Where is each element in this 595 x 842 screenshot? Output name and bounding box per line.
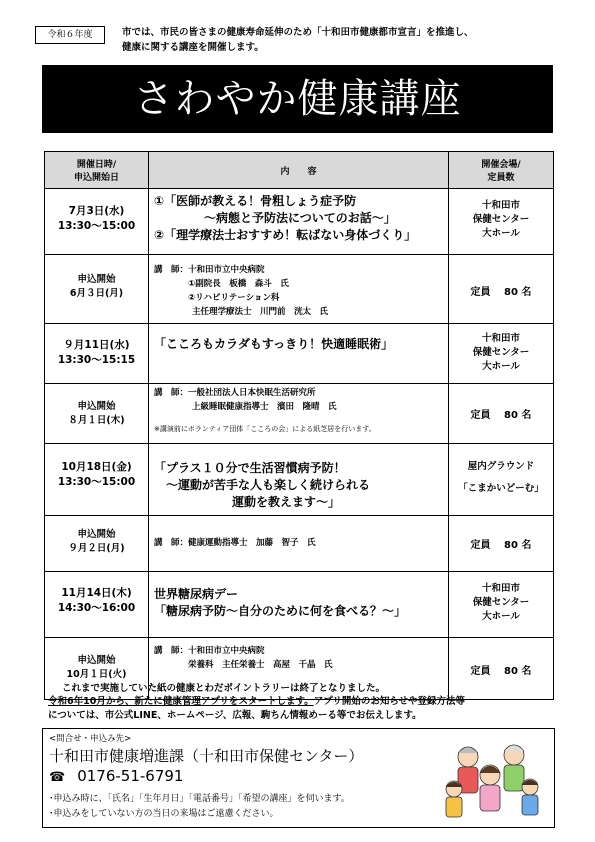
session-date: 7月3日(水) <box>68 205 125 217</box>
apply-date: 6月３日(月) <box>69 288 124 299</box>
capacity: 定員 80 名 <box>470 287 532 298</box>
session-note: ※講演前にボランティア団体「こころの会」による紙芝居を行います。 <box>154 425 376 433</box>
capacity: 定員 80 名 <box>470 410 532 421</box>
session-title-cell: 世界糖尿病デー 「糖尿病予防～自分のために何を食べる？～」 <box>149 572 449 638</box>
session-time: 14:30～16:00 <box>57 602 136 614</box>
session-venue-cell: 屋内グラウンド 「こまかいどーむ」 <box>449 444 554 516</box>
page-title-banner: さわやか健康講座 <box>42 65 553 133</box>
apply-date: ９月２日(月) <box>68 543 125 554</box>
apply-cell: 申込開始 10月１日(火) <box>45 638 149 700</box>
table-row <box>45 189 554 255</box>
phone-number: 0176-51-6791 <box>77 767 184 785</box>
capacity: 定員 80 名 <box>470 666 532 677</box>
apply-cell: 申込開始 6月３日(月) <box>45 255 149 324</box>
capacity-cell <box>449 384 554 444</box>
footer-paragraph: 令和6年10月から、新たに健康管理アプリをスタートします。アプリ開始のお知らせや登録方法等 については、市公式LINE、ホームページ、広報、駒ちん情報めーる等でお伝えします。 <box>48 696 466 721</box>
lecturer-cell: 講 師：一般社団法人日本快眠生活研究所 上級睡眠健康指導士 濱田 隆晴 氏 ※講演前にボランティア団体「こころの会」による紙芝居を行います。 <box>149 384 449 444</box>
table-header-row <box>45 152 554 189</box>
intro-line: 健康に関する講座を開催します。 <box>122 42 264 53</box>
app-announcement: 令和6年10月から、新たに健康管理アプリをスタートします。 <box>48 696 314 707</box>
session-date: ９月11日(水) <box>63 339 130 351</box>
schedule-table <box>44 151 554 700</box>
session-time: 13:30～15:00 <box>57 220 136 232</box>
session-venue-cell: 十和田市 保健センター 大ホール <box>449 324 554 384</box>
contact-label: <問合せ・申込み先> <box>49 734 132 744</box>
organization-name: 十和田市健康増進課（十和田市保健センター） <box>49 747 364 765</box>
contact-note: ･申込み時に、「氏名」「生年月日」「電話番号」「希望の講座」を伺います。 <box>49 794 350 804</box>
apply-date: 10月１日(火) <box>66 669 127 680</box>
capacity: 定員 80 名 <box>470 540 532 551</box>
session-date-cell <box>45 189 149 255</box>
session-title-cell: 「こころもカラダもすっきり！快適睡眠術」 <box>149 324 449 384</box>
session-date-cell <box>45 572 149 638</box>
year-badge: 令和６年度 <box>35 26 105 44</box>
footer-note: これまで実施していた紙の健康とわだポイントラリーは終了となりました。 <box>62 683 386 694</box>
table-row <box>45 324 554 384</box>
contact-note: ･申込みをしていない方の当日の来場はご遠慮ください。 <box>49 809 279 819</box>
table-row <box>45 255 554 324</box>
header-content: 内 容 <box>149 152 449 189</box>
header-venue: 開催会場/ 定員数 <box>449 152 554 189</box>
family-illustration <box>438 737 546 823</box>
capacity-cell <box>449 255 554 324</box>
session-title-cell: 「プラス１０分で生活習慣病予防！ ～運動が苦手な人も楽しく続けられる 運動を教えます～」 <box>149 444 449 516</box>
session-date-cell <box>45 444 149 516</box>
table-row <box>45 572 554 638</box>
session-title-cell: ①「医師が教える！骨粗しょう症予防 ～病態と予防法についてのお話～」 ②「理学療法士おすすめ！転ばない身体づくり」 <box>149 189 449 255</box>
session-time: 13:30～15:15 <box>57 354 136 366</box>
lecturer-cell: 講 師：十和田市立中央病院 ①副院長 板橋 森斗 氏 ②リハビリテーション科 主任理学療法士 川門前 洸太 氏 <box>149 255 449 324</box>
session-date-cell <box>45 324 149 384</box>
apply-cell: 申込開始 ８月１日(木) <box>45 384 149 444</box>
session-venue-cell: 十和田市 保健センター 大ホール <box>449 572 554 638</box>
capacity-cell <box>449 638 554 700</box>
session-date: 11月14日(木) <box>61 587 132 599</box>
session-time: 13:30～15:00 <box>57 476 136 488</box>
table-row <box>45 516 554 572</box>
contact-box <box>42 728 555 828</box>
apply-cell: 申込開始 ９月２日(月) <box>45 516 149 572</box>
session-date: 10月18日(金) <box>61 461 132 473</box>
session-venue-cell: 十和田市 保健センター 大ホール <box>449 189 554 255</box>
capacity-cell <box>449 516 554 572</box>
lecturer-cell: 講 師：健康運動指導士 加藤 智子 氏 <box>149 516 449 572</box>
header-date: 開催日時/ 申込開始日 <box>45 152 149 189</box>
apply-date: ８月１日(木) <box>68 415 125 426</box>
intro-text <box>122 25 552 55</box>
table-row <box>45 444 554 516</box>
lecturer-cell: 講 師：十和田市立中央病院 栄養科 主任栄養士 高屋 千晶 氏 <box>149 638 449 700</box>
table-row <box>45 384 554 444</box>
intro-line: 市では、市民の皆さまの健康寿命延伸のため「十和田市健康都市宣言」を推進し、 <box>122 27 474 38</box>
telephone-icon: ☎ <box>49 770 66 785</box>
telephone-line <box>49 767 183 785</box>
